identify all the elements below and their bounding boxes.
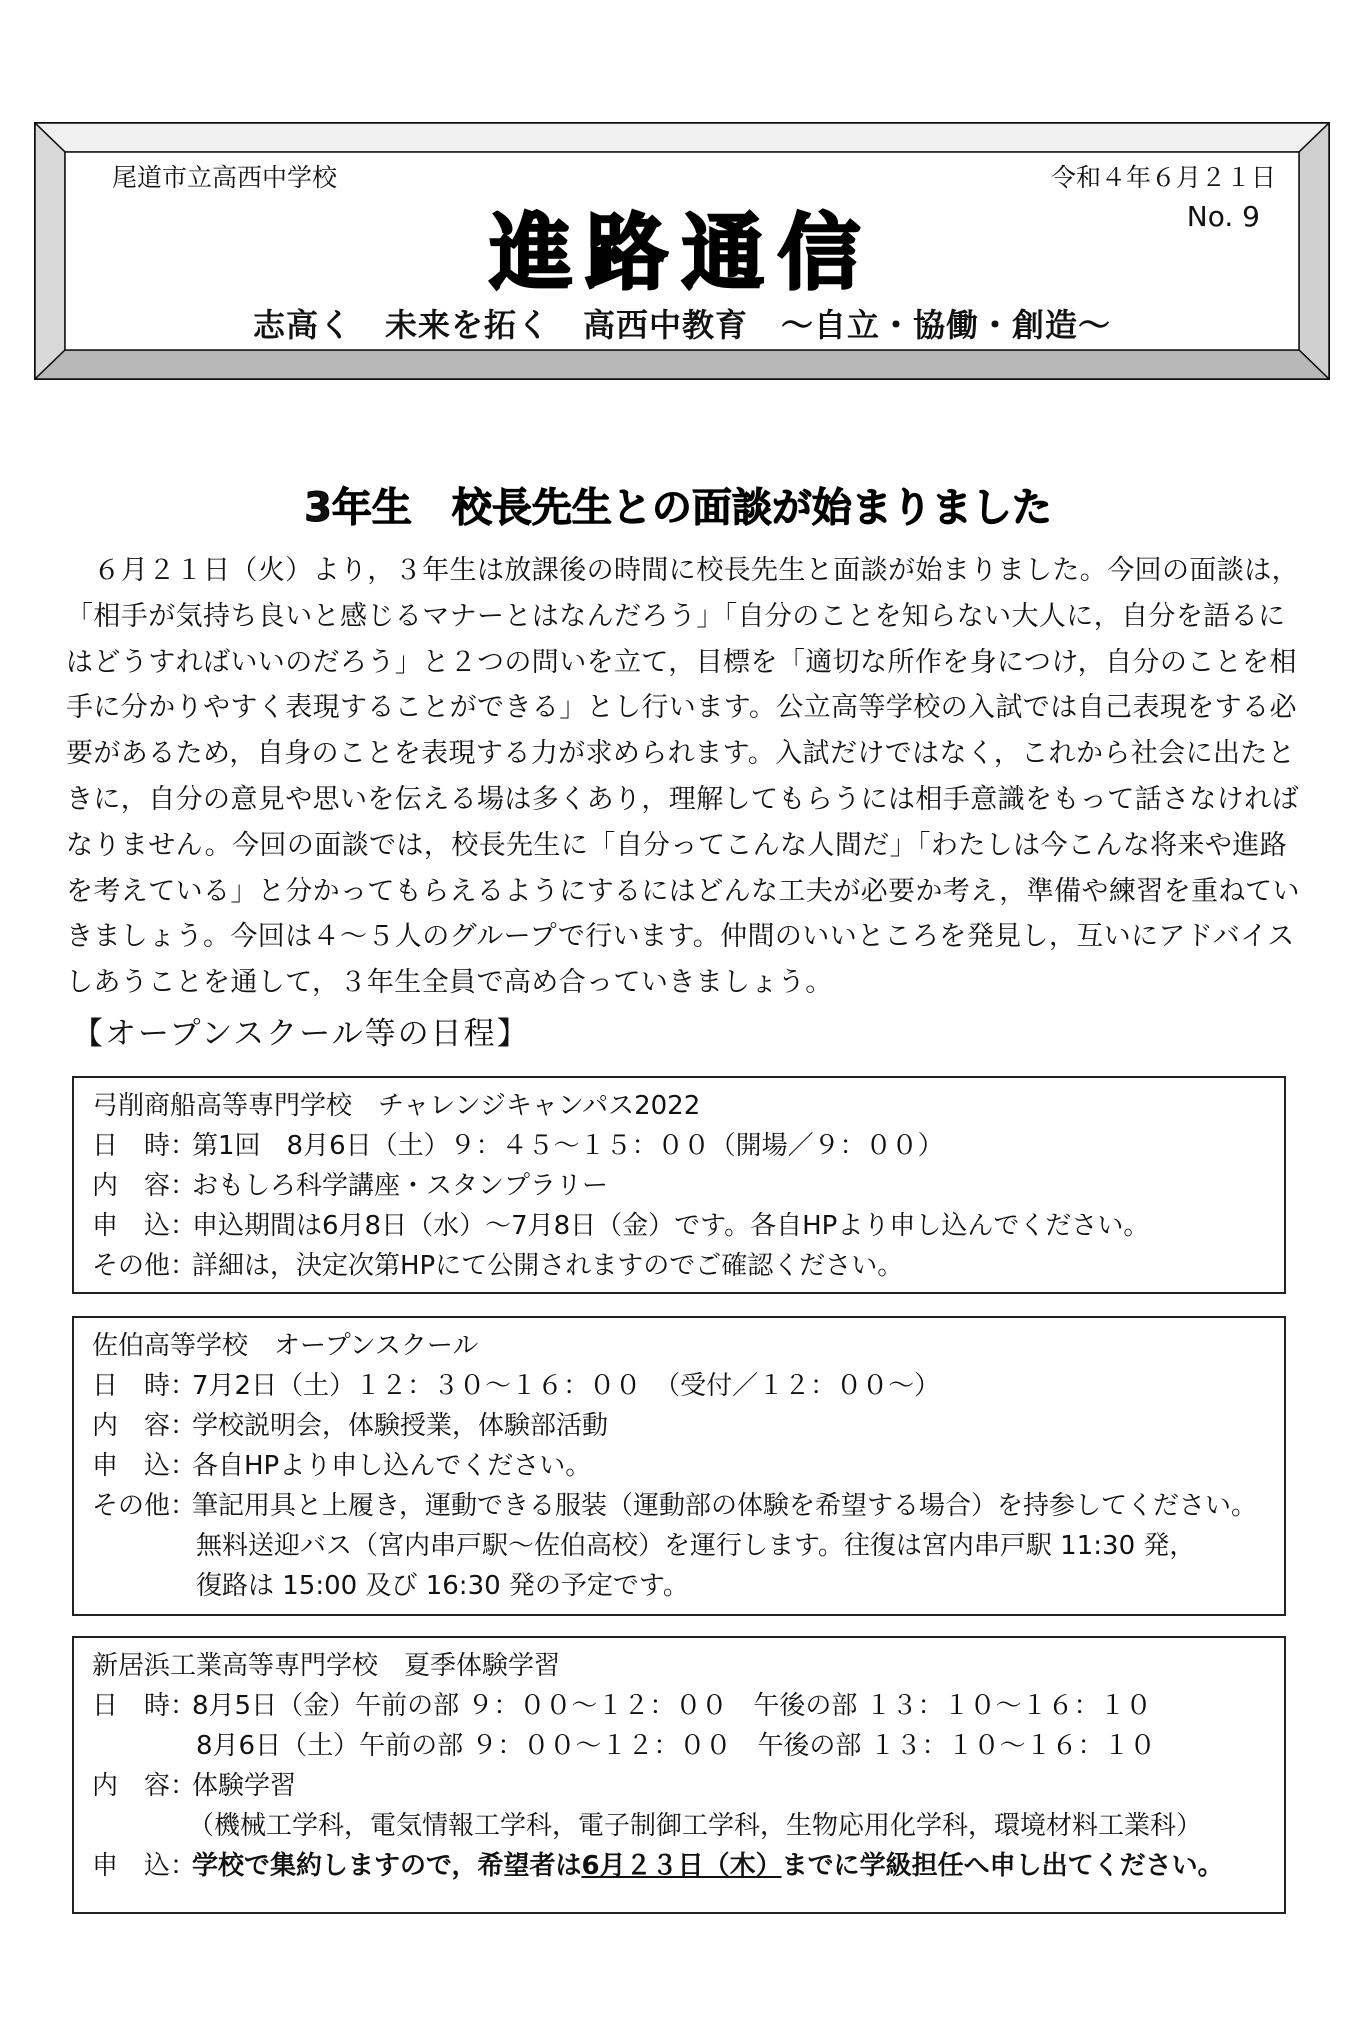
other-value: 筆記用具と上履き，運動できる服装（運動部の体験を希望する場合）を持参してください。 (192, 1491, 1257, 1521)
article-line: はどうすればいいのだろう」と２つの問いを立て，目標を「適切な所作を身につけ，自分のことを相 (66, 646, 1297, 678)
box-title: 佐伯高等学校 オープンスクール (92, 1331, 479, 1361)
apply-label: 申 込： (92, 1451, 197, 1481)
apply-value: 各自HPより申し込んでください。 (192, 1451, 592, 1481)
date-row (92, 1366, 1284, 1406)
article-line: 「相手が気持ち良いと感じるマナーとはなんだろう」「自分のことを知らない大人に，自分を語るに (66, 600, 1286, 632)
apply-label: 申 込： (92, 1211, 197, 1241)
date-row (92, 1126, 1284, 1166)
issue-date: 令和４年６月２１日 (1050, 163, 1276, 192)
issue-number: No. 9 (1186, 200, 1260, 233)
other-continued: 無料送迎バス（宮内串戸駅～佐伯高校）を運行します。往復は宮内串戸駅 11:30 発， (196, 1531, 1196, 1561)
other-row (92, 1246, 1284, 1286)
other-value: 詳細は，決定次第HPにて公開されますのでご確認ください。 (192, 1251, 904, 1281)
date-row (92, 1686, 1284, 1726)
other-label: その他： (92, 1251, 197, 1281)
article-title: 3年生 校長先生との面談が始まりました (304, 485, 1052, 531)
date-label: 日 時： (92, 1691, 197, 1721)
content-continued: （機械工学科，電気情報工学科，電子制御工学科，生物応用化学科，環境材料工業科） (188, 1811, 1203, 1841)
article-line: しあうことを通して，３年生全員で高め合っていきましょう。 (66, 967, 833, 999)
school-name: 尾道市立高西中学校 (112, 163, 338, 192)
article-body (66, 548, 1320, 1006)
schedule-box-yuge (72, 1076, 1286, 1294)
schedule-box-saeki (72, 1316, 1286, 1616)
content-value: 学校説明会，体験授業，体験部活動 (192, 1411, 609, 1441)
apply-value: 申込期間は6月8日（水）～7月8日（金）です。各自HPより申し込んでください。 (192, 1211, 1150, 1241)
content-label: 内 容： (92, 1171, 197, 1201)
date-value: 7月2日（土）１２：３０～１６：００ （受付／１２：００～） (192, 1371, 941, 1401)
content-value: 体験学習 (192, 1771, 297, 1801)
other-label: その他： (92, 1491, 197, 1521)
apply-row (92, 1446, 1284, 1486)
apply-value-end: までに学級担任へ申し出てください。 (781, 1851, 1224, 1881)
newsletter-title: 進路通信 (489, 206, 874, 301)
schedule-box-niihama (72, 1636, 1286, 1914)
date-label: 日 時： (92, 1371, 197, 1401)
content-row (92, 1406, 1284, 1446)
content-value: おもしろ科学講座・スタンプラリー (192, 1171, 609, 1201)
article-line: きましょう。今回は４～５人のグループで行います。仲間のいいところを発見し，互いにアドバイス (66, 921, 1295, 953)
article-line: 要があるため，自身のことを表現する力が求められます。入試だけではなく，これから社会に出たと (66, 738, 1296, 770)
apply-row (92, 1846, 1284, 1886)
date-continued: 8月6日（土）午前の部 ９：００～１２：００ 午後の部 １３：１０～１６：１０ (196, 1731, 1156, 1761)
newsletter-header (34, 122, 1330, 380)
content-label: 内 容： (92, 1771, 197, 1801)
other-row (92, 1486, 1284, 1526)
article-line: 手に分かりやすく表現することができる」とし行います。公立高等学校の入試では自己表現をする必 (66, 692, 1297, 724)
date-value: 8月5日（金）午前の部 ９：００～１２：００ 午後の部 １３：１０～１６：１０ (192, 1691, 1152, 1721)
school-slogan: 志高く 未来を拓く 高西中教育 ～自立・協働・創造～ (252, 306, 1111, 344)
content-label: 内 容： (92, 1411, 197, 1441)
box-title: 弓削商船高等専門学校 チャレンジキャンパス2022 (92, 1091, 701, 1121)
content-row (92, 1766, 1284, 1806)
other-continued: 復路は 15:00 及び 16:30 発の予定です。 (196, 1571, 689, 1601)
apply-value: 学校で集約しますので，希望者は (192, 1851, 582, 1881)
article-line: きに，自分の意見や思いを伝える場は多くあり，理解してもらうには相手意識をもって話さなければ (66, 783, 1299, 815)
date-value: 第1回 8月6日（土）９：４５～１５：００（開場／９：００） (192, 1131, 944, 1161)
apply-row (92, 1206, 1284, 1246)
article-line: を考えている」と分かってもらえるようにするにはどんな工夫が必要か考え，準備や練習を重ねてい (66, 875, 1300, 907)
schedule-heading: 【オープンスクール等の日程】 (72, 1016, 530, 1052)
content-row (92, 1166, 1284, 1206)
apply-deadline: 6月２３日（木） (581, 1851, 782, 1881)
article-line: ６月２１日（火）より，３年生は放課後の時間に校長先生と面談が始まりました。今回の面談は， (66, 555, 1299, 586)
box-title: 新居浜工業高等専門学校 夏季体験学習 (92, 1651, 561, 1681)
apply-label: 申 込： (92, 1851, 197, 1881)
date-label: 日 時： (92, 1131, 197, 1161)
article-line: なりません。今回の面談では，校長先生に「自分ってこんな人間だ」「わたしは今こんな将来や進路 (66, 829, 1288, 861)
